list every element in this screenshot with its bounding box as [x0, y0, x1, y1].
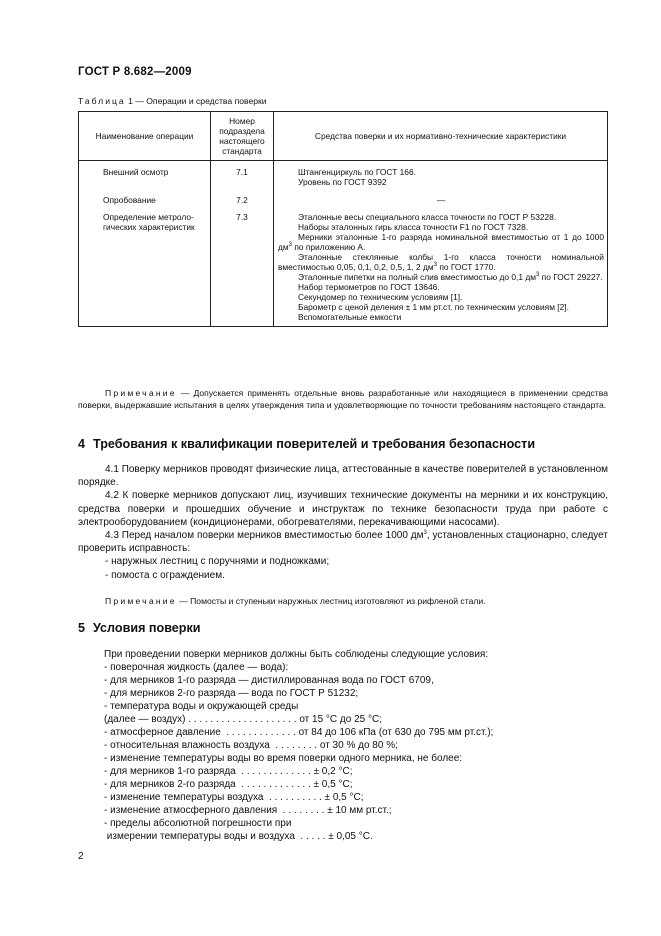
means-cell [274, 187, 608, 206]
means-item: Уровень по ГОСТ 9392 [298, 177, 387, 187]
section-5-heading [78, 621, 201, 635]
means-item: Эталонные весы специального класса точности по ГОСТ Р 53228. [298, 212, 557, 222]
means-item: Набор термометров по ГОСТ 13646. [298, 282, 440, 292]
table-caption-text: 1 — Операции и средства поверки [125, 96, 267, 106]
section-4-heading [78, 437, 535, 451]
operation-name: Опробование [79, 187, 211, 206]
means-dash: — [436, 195, 446, 205]
col-header-section: Номер подраздела настоящего стандарта [211, 112, 274, 161]
page-number: 2 [78, 851, 84, 862]
table-note [78, 388, 608, 411]
table-header-row [79, 112, 608, 161]
condition-line: (далее — воздух) . . . . . . . . . . . . . . . . . . . . от 15 °С до 25 °С; [104, 714, 383, 725]
condition-line: - для мерников 2-го разряда . . . . . . . . . . . . . ± 0,5 °С; [104, 779, 353, 790]
section-4-body [78, 463, 608, 582]
col-header-means: Средства поверки и их нормативно-технические характеристики [274, 112, 608, 161]
condition-line: - для мерников 1-го разряда — дистиллированная вода по ГОСТ 6709, [104, 675, 434, 686]
condition-line: - для мерников 1-го разряда . . . . . . . . . . . . . ± 0,2 °С; [104, 766, 353, 777]
section-number: 7.1 [211, 161, 274, 188]
means-item: Вспомогательные емкости [298, 312, 402, 322]
col-header-operation: Наименование операции [79, 112, 211, 161]
condition-line: измерении температуры воды и воздуха . . . . . ± 0,05 °С. [104, 831, 373, 842]
condition-line: - температура воды и окружающей среды [104, 701, 299, 712]
condition-line: - изменение температуры воды во время поверки одного мерника, не более: [104, 753, 463, 764]
operation-name-line: Определение метроло- [103, 212, 194, 222]
means-cell [274, 206, 608, 327]
means-item: Штангенциркуль по ГОСТ 166. [298, 167, 416, 177]
section-number: 5 [78, 621, 86, 635]
table-row [79, 161, 608, 188]
note-text: — Допускается применять отдельные вновь разработанные или находящиеся в применении средства поверки, выдержавшие испытания в целях утверждения типа и удовлетворяющие по точности требованиям настоящего стандарта. [78, 388, 608, 410]
note-text: — Помосты и ступеньки наружных лестниц изготовляют из рифленой стали. [176, 596, 486, 606]
condition-line: - поверочная жидкость (далее — вода): [104, 662, 289, 673]
condition-line: - относительная влажность воздуха . . . . . . . . от 30 % до 80 %; [104, 740, 398, 751]
table-caption [78, 96, 267, 106]
section-number: 4 [78, 437, 86, 451]
means-item: Мерники эталонные 1-го разряда номинальной вместимостью от 1 до 1000 $дм^3$ по приложению А. [278, 232, 604, 252]
section-number: 7.3 [211, 206, 274, 327]
paragraph: 4.2 К поверке мерников допускают лиц, изучивших технические документы на мерники и их конструкцию, средства поверки и прошедших обучение и инструктаж по технике безопасности труда при работе с электрооборудованием (кондиционерами, обогревателями, перекачивающими насосами). [78, 490, 608, 528]
operations-table [78, 111, 608, 327]
condition-line: - атмосферное давление . . . . . . . . . . . . . от 84 до 106 кПа (от 630 до 795 мм рт.ст.); [104, 727, 494, 738]
list-item: - наружных лестниц с поручнями и подножками; [105, 556, 330, 568]
paragraph: 4.3 Перед началом поверки мерников вместимостью более 1000 $дм^3$, установленных стационарно, следует проверить исправность: [78, 530, 608, 555]
document-id: ГОСТ Р 8.682—2009 [78, 66, 192, 78]
list-item: - помоста с ограждением. [105, 569, 225, 581]
means-item: Барометр с ценой деления ± 1 мм рт.ст. по техническим условиям [2]. [298, 302, 569, 312]
operation-name-line: гических характеристик [103, 222, 195, 232]
means-item: Эталонные стеклянные колбы 1-го класса точности номинальной вместимостью 0,05, 0,1, 0,2, 0,5, 1, 2 $дм^3$ по ГОСТ 1770. [278, 252, 604, 272]
section-title: Условия поверки [93, 621, 201, 635]
condition-line: - изменение атмосферного давления . . . . . . . . ± 10 мм рт.ст.; [104, 805, 392, 816]
section-5-conditions [104, 648, 493, 843]
note-label: Примечание [105, 388, 177, 398]
section-title: Требования к квалификации поверителей и требования безопасности [93, 437, 536, 451]
section-number: 7.2 [211, 187, 274, 206]
condition-line: - изменение температуры воздуха . . . . . . . . . . ± 0,5 °С; [104, 792, 364, 803]
operation-name: Внешний осмотр [79, 161, 211, 188]
paragraph: 4.1 Поверку мерников проводят физические лица, аттестованные в качестве поверителей в установленном порядке. [78, 464, 608, 489]
means-item: Эталонные пипетки на полный слив вместимостью до 0,1 $дм^3$ по ГОСТ 29227. [298, 272, 603, 282]
condition-line: При проведении поверки мерников должны быть соблюдены следующие условия: [104, 649, 489, 660]
means-cell [274, 161, 608, 188]
operation-name [79, 206, 211, 327]
table-row [79, 187, 608, 206]
table-caption-label: Таблица [78, 96, 126, 106]
note-label: Примечание [105, 596, 177, 606]
means-item: Наборы эталонных гирь класса точности F1 по ГОСТ 7328. [298, 222, 529, 232]
section-4-note [78, 596, 608, 608]
means-item: Секундомер по техническим условиям [1]. [298, 292, 463, 302]
table-row [79, 206, 608, 327]
condition-line: - для мерников 2-го разряда — вода по ГОСТ Р 51232; [104, 688, 359, 699]
condition-line: - пределы абсолютной погрешности при [104, 818, 292, 829]
